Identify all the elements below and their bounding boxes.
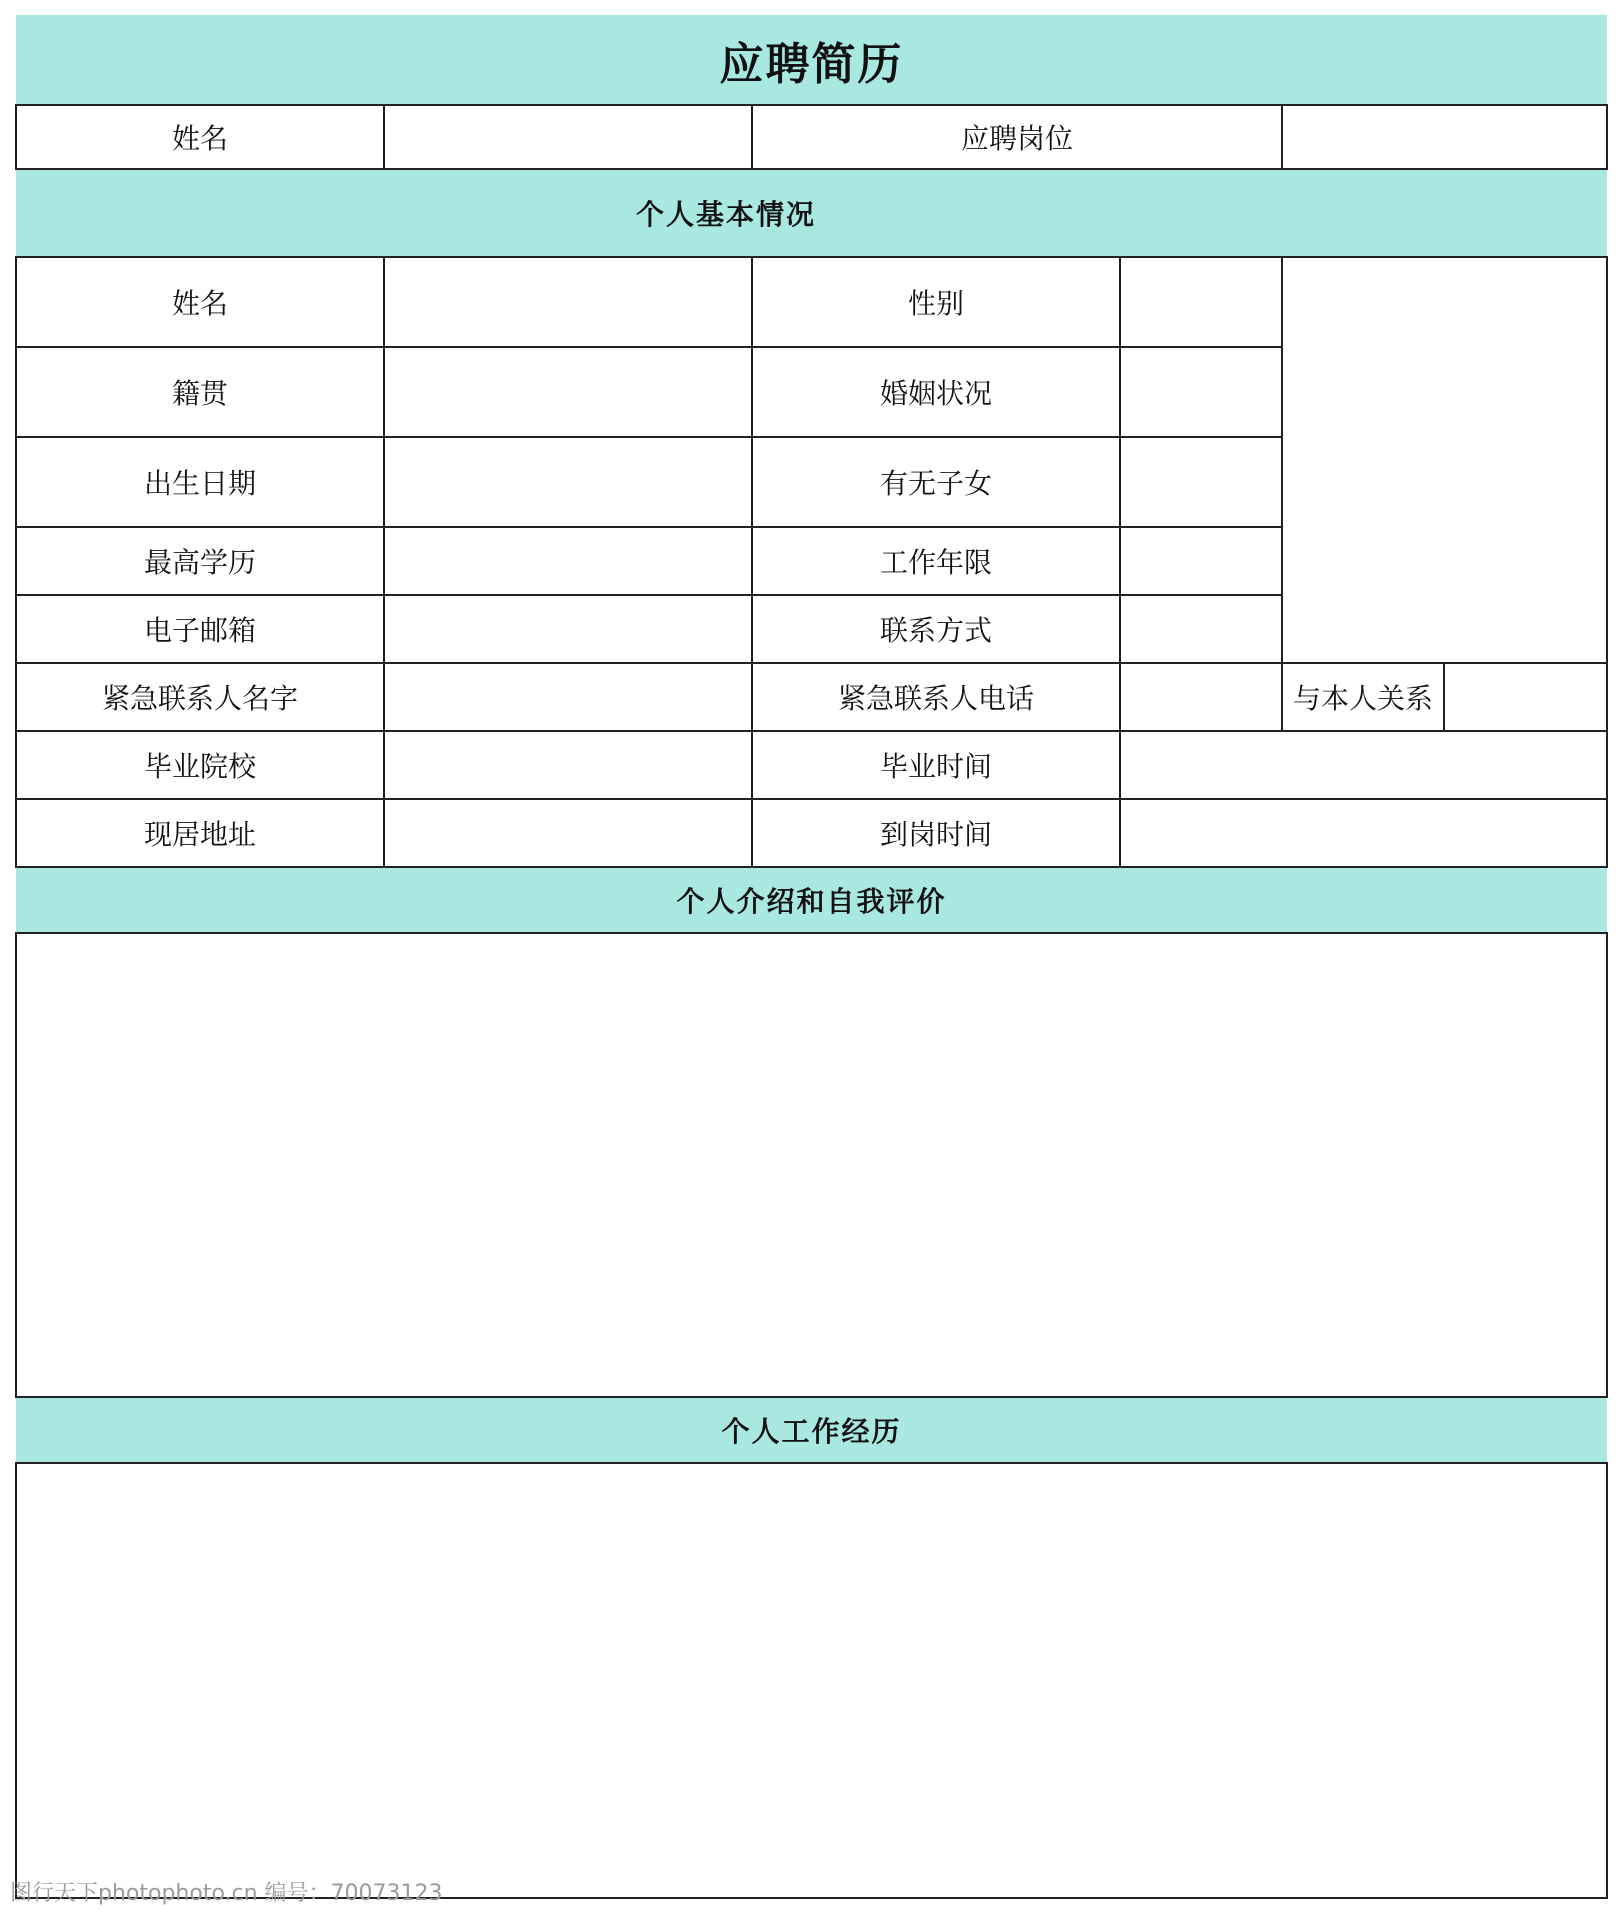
- input-relation[interactable]: [1444, 663, 1607, 731]
- input-emergency-phone[interactable]: [1120, 663, 1282, 731]
- label-arrival-time: 到岗时间: [752, 799, 1120, 867]
- label-birth-date: 出生日期: [16, 437, 384, 527]
- input-email[interactable]: [384, 595, 752, 663]
- label-emergency-name: 紧急联系人名字: [16, 663, 384, 731]
- page-title: 应聘简历: [16, 15, 1607, 105]
- label-emergency-phone: 紧急联系人电话: [752, 663, 1120, 731]
- resume-table: [15, 15, 1608, 1899]
- input-address[interactable]: [384, 799, 752, 867]
- section-work-title: 个人工作经历: [16, 1397, 1607, 1463]
- input-school[interactable]: [384, 731, 752, 799]
- input-emergency-name[interactable]: [384, 663, 752, 731]
- resume-form: [15, 15, 1606, 1899]
- input-contact[interactable]: [1120, 595, 1282, 663]
- intro-textarea[interactable]: [16, 933, 1607, 1397]
- label-relation: 与本人关系: [1282, 663, 1444, 731]
- section-intro-title: 个人介绍和自我评价: [16, 867, 1607, 933]
- label-contact: 联系方式: [752, 595, 1120, 663]
- input-children[interactable]: [1120, 437, 1282, 527]
- label-work-years: 工作年限: [752, 527, 1120, 595]
- work-experience-textarea[interactable]: [16, 1463, 1607, 1898]
- section-basic-title: [16, 169, 1607, 257]
- input-gender[interactable]: [1120, 257, 1282, 347]
- input-marital-status[interactable]: [1120, 347, 1282, 437]
- label-education: 最高学历: [16, 527, 384, 595]
- section-basic-label: 个人基本情况: [636, 198, 817, 231]
- label-address: 现居地址: [16, 799, 384, 867]
- input-native-place[interactable]: [384, 347, 752, 437]
- label-marital-status: 婚姻状况: [752, 347, 1120, 437]
- input-arrival-time[interactable]: [1120, 799, 1607, 867]
- input-position[interactable]: [1282, 105, 1607, 169]
- label-position: 应聘岗位: [752, 105, 1282, 169]
- label-email: 电子邮箱: [16, 595, 384, 663]
- label-school: 毕业院校: [16, 731, 384, 799]
- input-name-top[interactable]: [384, 105, 752, 169]
- input-work-years[interactable]: [1120, 527, 1282, 595]
- label-name: 姓名: [16, 257, 384, 347]
- photo-area[interactable]: [1282, 257, 1607, 663]
- watermark: 图行天下photophoto.cn 编号：70073123: [10, 1881, 443, 1906]
- label-gender: 性别: [752, 257, 1120, 347]
- input-name[interactable]: [384, 257, 752, 347]
- label-native-place: 籍贯: [16, 347, 384, 437]
- input-graduation-time[interactable]: [1120, 731, 1607, 799]
- input-birth-date[interactable]: [384, 437, 752, 527]
- input-education[interactable]: [384, 527, 752, 595]
- label-graduation-time: 毕业时间: [752, 731, 1120, 799]
- label-children: 有无子女: [752, 437, 1120, 527]
- label-name-top: 姓名: [16, 105, 384, 169]
